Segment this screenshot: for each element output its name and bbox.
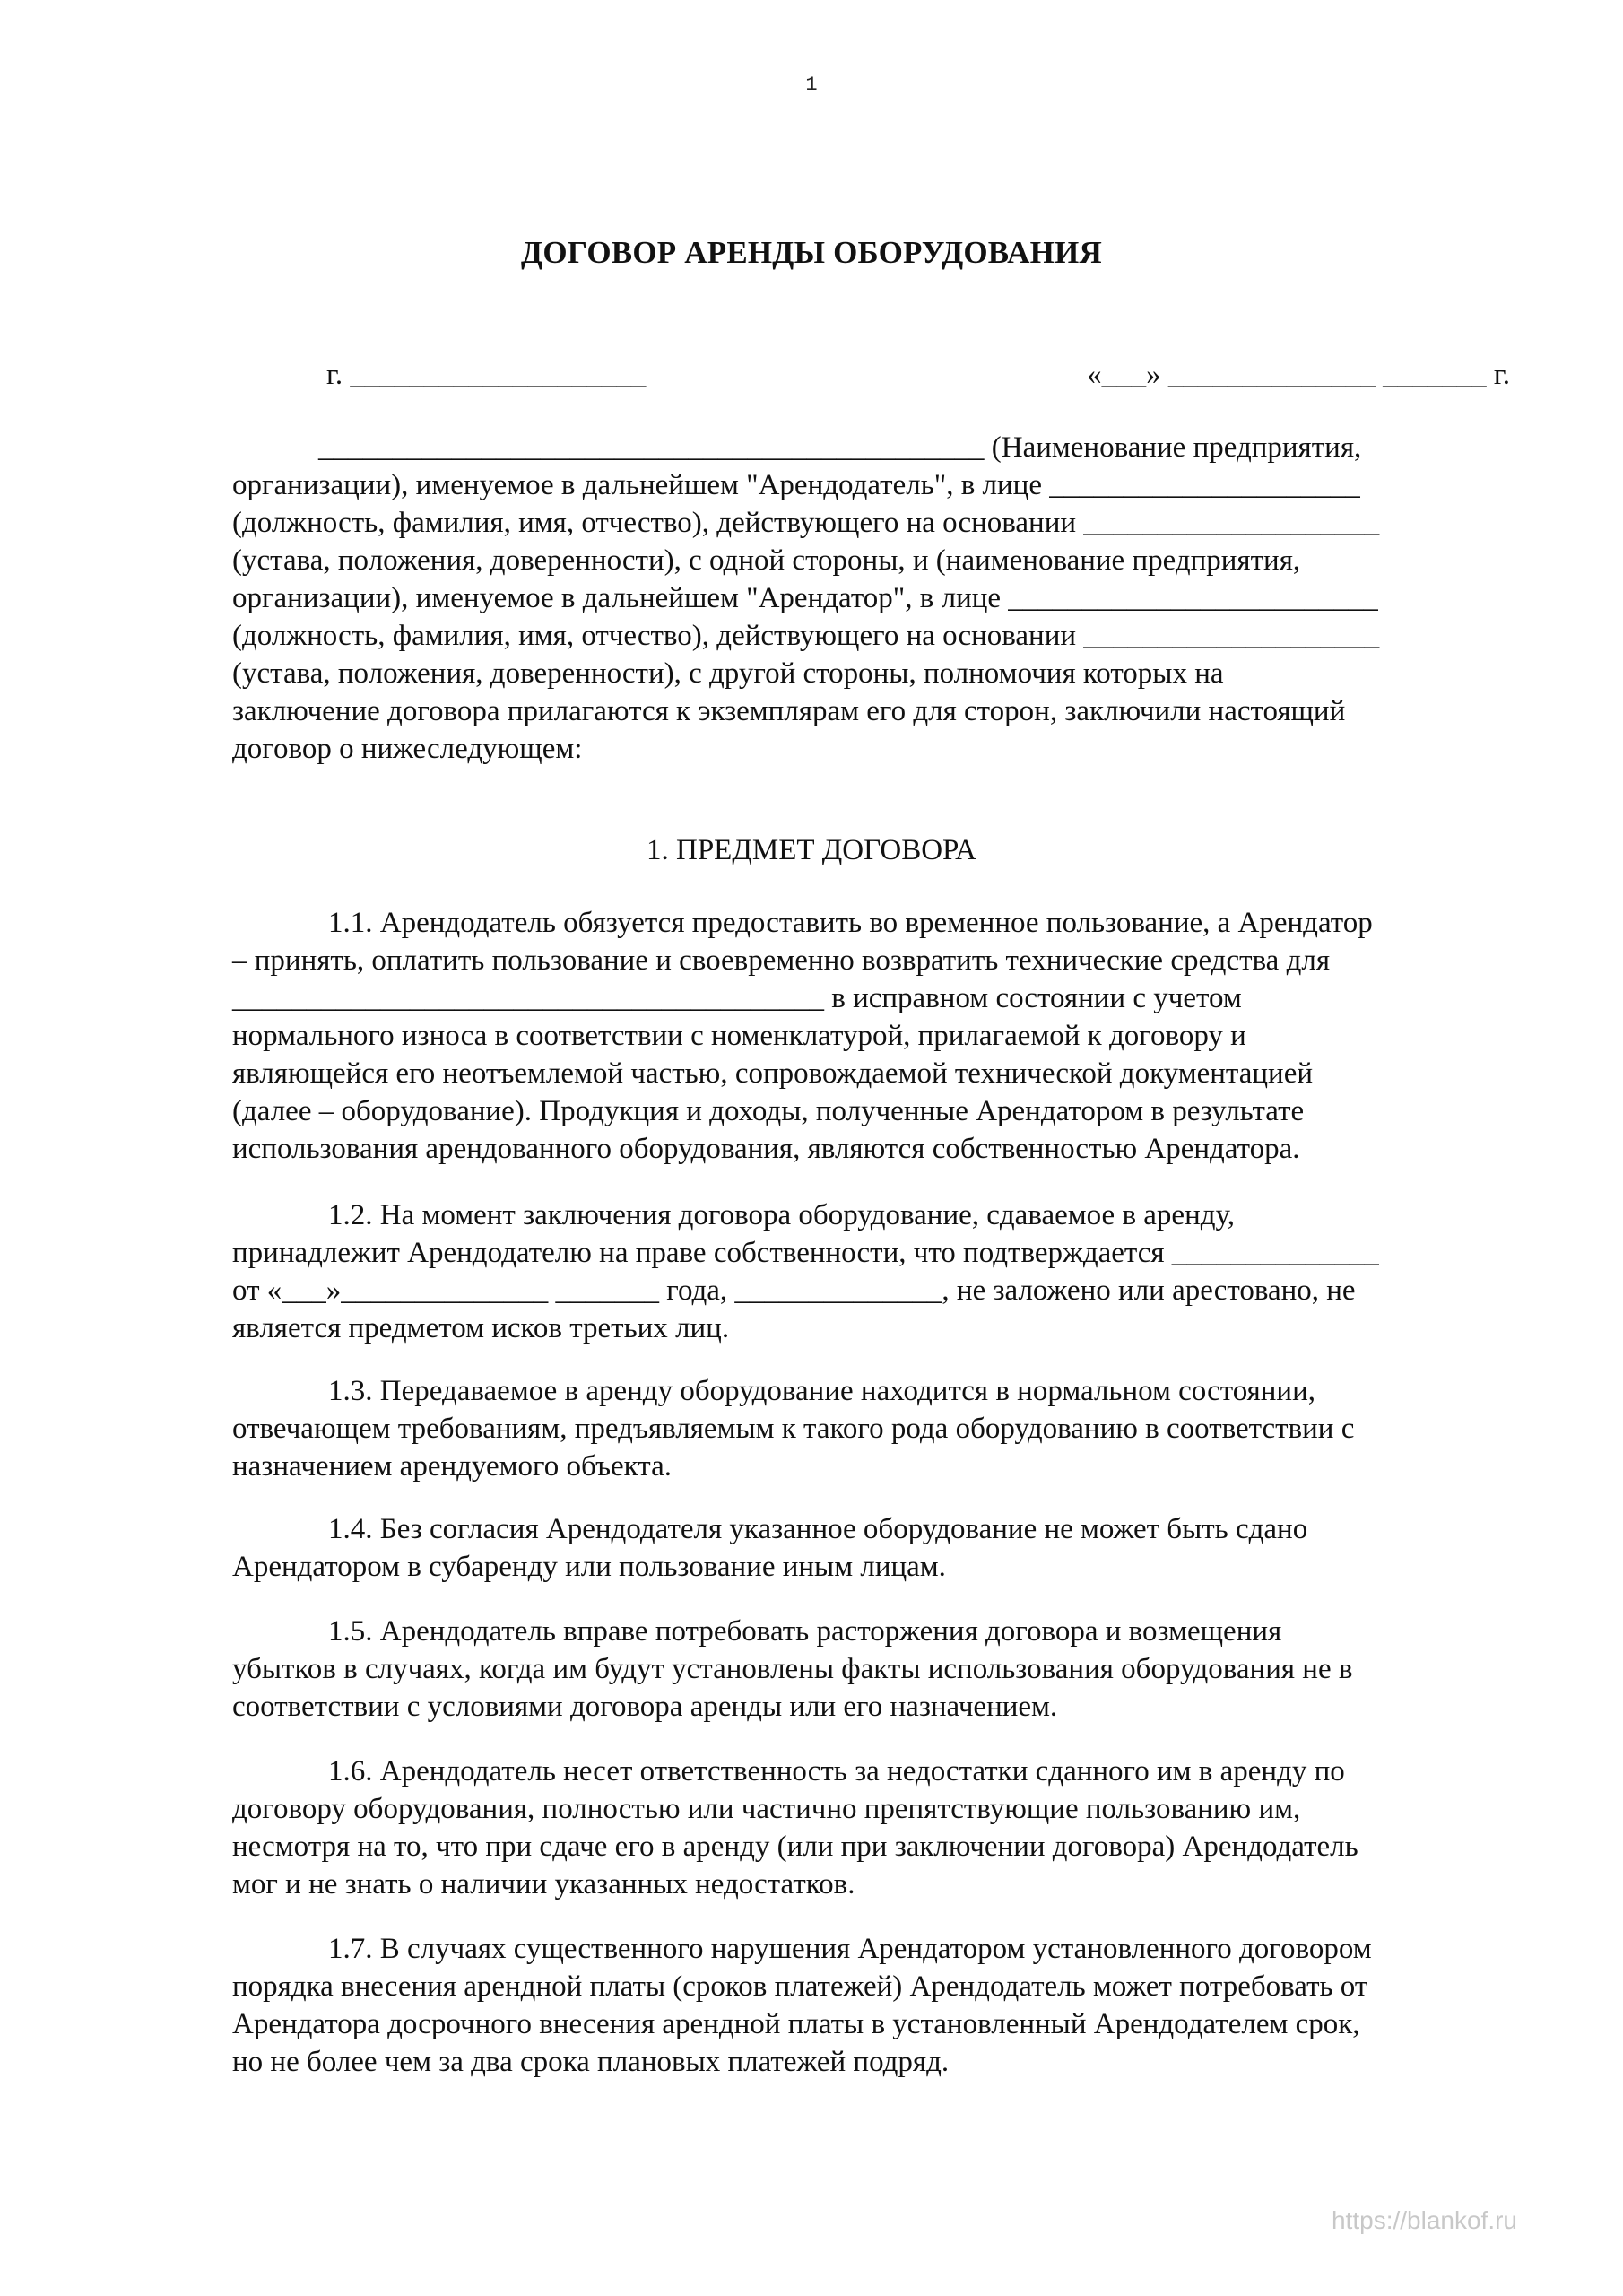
date-field: «___» ______________ _______ г. <box>1087 359 1510 391</box>
clause-1-5: 1.5. Арендодатель вправе потребовать расторжения договора и возмещения убытков в случаях, когда им будут установлены факты использования оборудования не в соответствии с условиями договора аренды или его назначением. <box>232 1615 1353 1723</box>
preamble-line: (устава, положения, доверенности), с другой стороны, полномочия которых на <box>232 657 1224 690</box>
clause-1-1: 1.1. Арендодатель обязуется предоставить во временное пользование, а Арендатор – принять, оплатить пользование и своевременно возвратить технические средства для ________________________________________ в исправном состоянии с учетом нормального износа в соответствии с номенклатурой, прилагаемой к договору и являющейся его неотъемлемой частью, сопровождаемой технической документацией (далее – оборудование). Продукция и доходы, полученные Арендатором в результате использования арендованного оборудования, являются собственностью Арендатора. <box>232 907 1373 1165</box>
preamble-line: (устава, положения, доверенности), с одной стороны, и (наименование предприятия, <box>232 544 1301 577</box>
clause-1-7: 1.7. В случаях существенного нарушения Арендатором установленного договором порядка внесения арендной платы (сроков платежей) Арендодатель может потребовать от Арендатора досрочного внесения арендной платы в установленный Арендодателем срок, но не более чем за два срока плановых платежей подряд. <box>232 1933 1372 2078</box>
section-1-title: 1. ПРЕДМЕТ ДОГОВОРА <box>647 834 976 866</box>
preamble-line: организации), именуемое в дальнейшем "Арендодатель", в лице _____________________ <box>232 469 1360 501</box>
city-field: г. ____________________ <box>326 359 647 391</box>
page-number: 1 <box>805 74 818 96</box>
clause-1-2: 1.2. На момент заключения договора оборудование, сдаваемое в аренду, принадлежит Арендодателю на праве собственности, что подтверждается ______________ от «___»______________ _______ года, ______________, не заложено или арестовано, не является предметом исков третьих лиц. <box>232 1199 1379 1344</box>
enterprise-name-blank: _____________________________________________ <box>318 431 985 464</box>
preamble-line: _____________________________________________ (Наименование предприятия, <box>318 431 1362 464</box>
clause-1-4: 1.4. Без согласия Арендодателя указанное оборудование не может быть сдано Арендатором в субаренду или пользование иным лицам. <box>232 1513 1308 1583</box>
preamble-line: заключение договора прилагаются к экземплярам его для сторон, заключили настоящий <box>232 695 1346 727</box>
source-watermark-link[interactable]: https://blankof.ru <box>1331 2206 1517 2234</box>
document-title: ДОГОВОР АРЕНДЫ ОБОРУДОВАНИЯ <box>521 235 1102 270</box>
clause-1-6: 1.6. Арендодатель несет ответственность за недостатки сданного им в аренду по договору оборудования, полностью или частично препятствующие пользованию им, несмотря на то, что при сдаче его в аренду (или при заключении договора) Арендодатель мог и не знать о наличии указанных недостатков. <box>232 1755 1358 1900</box>
preamble-line: организации), именуемое в дальнейшем "Арендатор", в лице _________________________ <box>232 582 1378 614</box>
clause-1-3: 1.3. Передаваемое в аренду оборудование находится в нормальном состоянии, отвечающем требованиям, предъявляемым к такого рода оборудованию в соответствии с назначением арендуемого объекта. <box>232 1375 1355 1483</box>
preamble-line: договор о нижеследующем: <box>232 733 583 765</box>
preamble-line: (должность, фамилия, имя, отчество), действующего на основании ____________________ <box>232 620 1380 652</box>
preamble-line: (должность, фамилия, имя, отчество), действующего на основании ____________________ <box>232 507 1380 539</box>
preamble <box>232 429 1511 768</box>
